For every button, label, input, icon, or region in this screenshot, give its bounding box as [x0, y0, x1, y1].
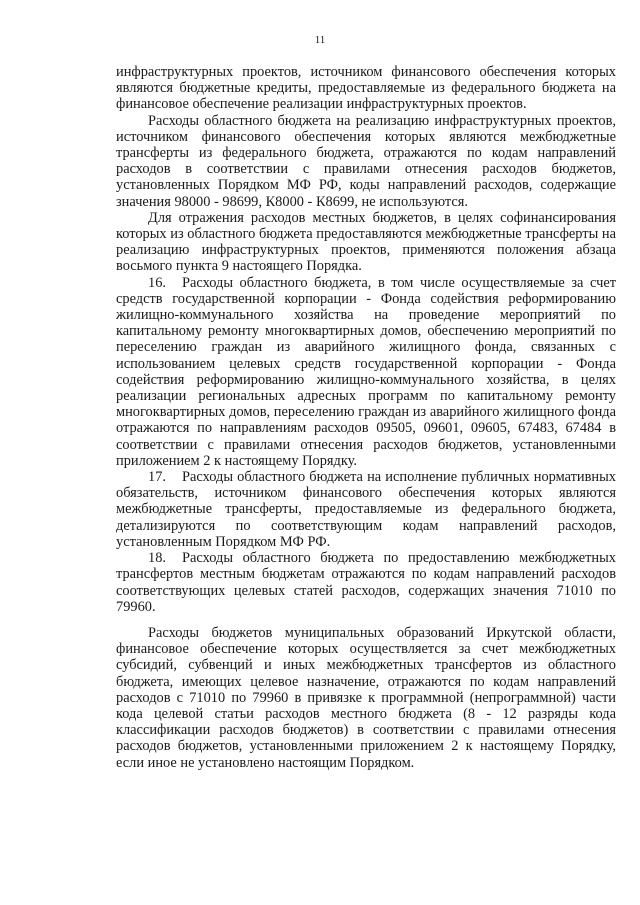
item-number: 18. — [148, 550, 166, 567]
paragraph-item-17 — [116, 469, 616, 550]
item-text: Расходы областного бюджета на исполнение публичных нормативных обязательств, источником финансового обеспечения которых являются межбюджетные трансферты, предоставляемые из федерального бюджета, детализируются по соответствующим кодам направлений расходов, установленным Порядком МФ РФ. — [116, 469, 616, 550]
paragraph-municipal-budgets: Расходы бюджетов муниципальных образований Иркутской области, финансовое обеспечение которых осуществляется за счет межбюджетных субсидий, субвенций и иных межбюджетных трансфертов из областного бюджета, имеющих целевое назначение, отражаются по кодам направлений расходов с 71010 по 79960 в привязке к программной (непрограммной) части кода целевой статьи расходов местного бюджета (8 - 12 разряды кода классификации расходов бюджетов) в соответствии с правилами отнесения расходов бюджетов, установленными приложением 2 к настоящему Порядку, если иное не установлено настоящим Порядком. — [116, 624, 616, 771]
item-text: Расходы областного бюджета по предоставлению межбюджетных трансфертов местным бюджетам отражаются по кодам направлений расходов соответствующих целевых статей расходов, содержащих значения 71010 по 79960. — [116, 550, 616, 615]
paragraph-item-18 — [116, 550, 616, 615]
paragraph-continuation: инфраструктурных проектов, источником финансового обеспечения которых являются бюджетные кредиты, предоставляемые из федерального бюджета на финансовое обеспечение реализации инфраструктурных проектов. — [116, 64, 616, 113]
paragraph-item-16 — [116, 275, 616, 469]
item-text: Расходы областного бюджета, в том числе осуществляемые за счет средств государственной корпорации - Фонда содействия реформированию жилищно-коммунального хозяйства на проведение мероприятий по капитальному ремонту многоквартирных домов, обеспечению мероприятий по переселению граждан из аварийного жилищного фонда, связанных с использованием целевых средств государственной корпорации - Фонда содействия реформированию жилищно-коммунального хозяйства, в целях реализации региональных адресных программ по капитальному ремонту многоквартирных домов, переселению граждан из аварийного жилищного фонда отражаются по направлениям расходов 09505, 09601, 09605, 67483, 67484 в соответствии с правилами отнесения расходов бюджетов, установленными приложением 2 к настоящему Порядку. — [116, 274, 616, 469]
document-body — [116, 64, 616, 771]
paragraph-local-budgets: Для отражения расходов местных бюджетов, в целях софинансирования которых из областного бюджета предоставляются межбюджетные трансферты на реализацию инфраструктурных проектов, применяются положения абзаца восьмого пункта 9 настоящего Порядка. — [116, 209, 616, 275]
paragraph-infrastructure-federal: Расходы областного бюджета на реализацию инфраструктурных проектов, источником финансового обеспечения которых являются межбюджетные трансферты из федерального бюджета, отражаются по кодам направлений расходов в соответствии с правилами отнесения расходов бюджетов, установленных Порядком МФ РФ, коды направлений расходов, содержащие значения 98000 - 98699, К8000 - К8699, не используются. — [116, 112, 616, 210]
item-number: 16. — [148, 274, 166, 291]
item-number: 17. — [148, 469, 166, 486]
page-number: 11 — [314, 34, 326, 46]
